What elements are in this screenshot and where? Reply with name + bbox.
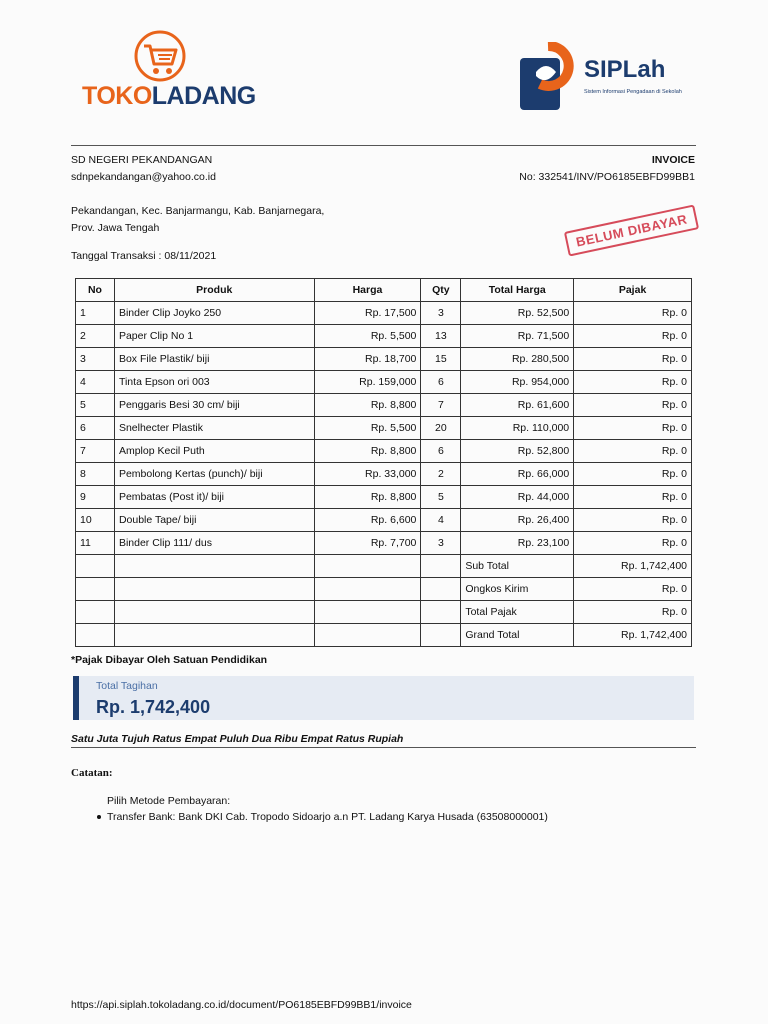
table-row [76, 486, 692, 509]
siplah-wordmark: SIPLah [584, 56, 666, 83]
table-header-row [76, 279, 692, 302]
invoice-title: INVOICE [651, 154, 695, 166]
product-name-cell: Binder Clip Joyko 250 [114, 302, 314, 325]
total-accent-bar [73, 676, 79, 720]
summary-value-cell: Rp. 0 [574, 578, 692, 601]
unit-price-cell: Rp. 8,800 [314, 440, 421, 463]
siplah-emblem-icon [518, 42, 578, 112]
quantity-cell: 15 [421, 348, 461, 371]
tax-cell: Rp. 0 [574, 394, 692, 417]
row-number-cell: 11 [76, 532, 115, 555]
empty-cell [421, 578, 461, 601]
line-total-cell: Rp. 71,500 [461, 325, 574, 348]
tax-cell: Rp. 0 [574, 440, 692, 463]
empty-cell [114, 555, 314, 578]
payment-heading: Pilih Metode Pembayaran: [107, 795, 231, 807]
empty-cell [314, 578, 421, 601]
empty-cell [114, 601, 314, 624]
table-row [76, 509, 692, 532]
quantity-cell: 5 [421, 486, 461, 509]
tax-cell: Rp. 0 [574, 417, 692, 440]
payment-method-item [97, 811, 548, 823]
items-table [75, 278, 692, 647]
column-header: Harga [314, 279, 421, 302]
tokoladang-logo [82, 30, 256, 115]
unit-price-cell: Rp. 7,700 [314, 532, 421, 555]
payment-method-text: Transfer Bank: Bank DKI Cab. Tropodo Sidoarjo a.n PT. Ladang Karya Husada (63508000001) [107, 811, 548, 823]
line-total-cell: Rp. 110,000 [461, 417, 574, 440]
column-header: Produk [114, 279, 314, 302]
table-row [76, 348, 692, 371]
quantity-cell: 3 [421, 532, 461, 555]
unit-price-cell: Rp. 159,000 [314, 371, 421, 394]
quantity-cell: 4 [421, 509, 461, 532]
line-total-cell: Rp. 44,000 [461, 486, 574, 509]
tax-cell: Rp. 0 [574, 302, 692, 325]
total-in-words: Satu Juta Tujuh Ratus Empat Puluh Dua Ribu Empat Ratus Rupiah [71, 733, 404, 745]
line-total-cell: Rp. 61,600 [461, 394, 574, 417]
tax-cell: Rp. 0 [574, 325, 692, 348]
buyer-email: sdnpekandangan@yahoo.co.id [71, 171, 216, 183]
row-number-cell: 8 [76, 463, 115, 486]
summary-row [76, 601, 692, 624]
siplah-tagline: Sistem Informasi Pengadaan di Sekolah [584, 89, 682, 95]
total-bill-box [73, 676, 694, 720]
buyer-name: SD NEGERI PEKANDANGAN [71, 154, 213, 166]
row-number-cell: 6 [76, 417, 115, 440]
product-name-cell: Tinta Epson ori 003 [114, 371, 314, 394]
row-number-cell: 7 [76, 440, 115, 463]
empty-cell [76, 624, 115, 647]
line-total-cell: Rp. 26,400 [461, 509, 574, 532]
tax-cell: Rp. 0 [574, 532, 692, 555]
column-header: Pajak [574, 279, 692, 302]
tax-note: *Pajak Dibayar Oleh Satuan Pendidikan [71, 654, 268, 666]
summary-value-cell: Rp. 1,742,400 [574, 555, 692, 578]
table-row [76, 417, 692, 440]
column-header: No [76, 279, 115, 302]
product-name-cell: Amplop Kecil Puth [114, 440, 314, 463]
tax-cell: Rp. 0 [574, 371, 692, 394]
siplah-logo [518, 42, 698, 114]
table-row [76, 532, 692, 555]
unit-price-cell: Rp. 8,800 [314, 394, 421, 417]
summary-label-cell: Total Pajak [461, 601, 574, 624]
row-number-cell: 5 [76, 394, 115, 417]
quantity-cell: 2 [421, 463, 461, 486]
summary-value-cell: Rp. 0 [574, 601, 692, 624]
tax-cell: Rp. 0 [574, 509, 692, 532]
empty-cell [76, 578, 115, 601]
empty-cell [421, 555, 461, 578]
empty-cell [314, 555, 421, 578]
unit-price-cell: Rp. 5,500 [314, 325, 421, 348]
quantity-cell: 13 [421, 325, 461, 348]
empty-cell [114, 624, 314, 647]
quantity-cell: 20 [421, 417, 461, 440]
empty-cell [421, 624, 461, 647]
buyer-address-line2: Prov. Jawa Tengah [71, 222, 160, 234]
total-amount: Rp. 1,742,400 [96, 697, 211, 717]
line-total-cell: Rp. 52,800 [461, 440, 574, 463]
product-name-cell: Double Tape/ biji [114, 509, 314, 532]
header-divider [71, 145, 696, 146]
table-row [76, 325, 692, 348]
line-total-cell: Rp. 52,500 [461, 302, 574, 325]
tokoladang-wordmark [82, 82, 256, 111]
unit-price-cell: Rp. 8,800 [314, 486, 421, 509]
notes-title: Catatan: [71, 767, 113, 779]
empty-cell [314, 601, 421, 624]
summary-label-cell: Sub Total [461, 555, 574, 578]
row-number-cell: 1 [76, 302, 115, 325]
product-name-cell: Penggaris Besi 30 cm/ biji [114, 394, 314, 417]
cart-icon [130, 30, 190, 84]
product-name-cell: Snelhecter Plastik [114, 417, 314, 440]
summary-value-cell: Rp. 1,742,400 [574, 624, 692, 647]
row-number-cell: 10 [76, 509, 115, 532]
quantity-cell: 6 [421, 371, 461, 394]
tax-cell: Rp. 0 [574, 348, 692, 371]
row-number-cell: 3 [76, 348, 115, 371]
summary-row [76, 555, 692, 578]
words-divider [71, 747, 696, 748]
empty-cell [421, 601, 461, 624]
quantity-cell: 7 [421, 394, 461, 417]
row-number-cell: 9 [76, 486, 115, 509]
table-row [76, 463, 692, 486]
bullet-icon [97, 815, 101, 819]
product-name-cell: Box File Plastik/ biji [114, 348, 314, 371]
summary-row [76, 578, 692, 601]
row-number-cell: 4 [76, 371, 115, 394]
logo-text-toko: TOKO [82, 82, 152, 110]
line-total-cell: Rp. 280,500 [461, 348, 574, 371]
column-header: Qty [421, 279, 461, 302]
summary-label-cell: Ongkos Kirim [461, 578, 574, 601]
logo-text-ladang: LADANG [151, 82, 256, 110]
empty-cell [76, 601, 115, 624]
unit-price-cell: Rp. 33,000 [314, 463, 421, 486]
line-total-cell: Rp. 66,000 [461, 463, 574, 486]
tax-cell: Rp. 0 [574, 463, 692, 486]
unit-price-cell: Rp. 6,600 [314, 509, 421, 532]
table-row [76, 394, 692, 417]
summary-row [76, 624, 692, 647]
unit-price-cell: Rp. 18,700 [314, 348, 421, 371]
summary-label-cell: Grand Total [461, 624, 574, 647]
transaction-date: Tanggal Transaksi : 08/11/2021 [71, 250, 217, 262]
unpaid-stamp: BELUM DIBAYAR [564, 204, 699, 256]
table-row [76, 302, 692, 325]
unit-price-cell: Rp. 5,500 [314, 417, 421, 440]
column-header: Total Harga [461, 279, 574, 302]
product-name-cell: Pembolong Kertas (punch)/ biji [114, 463, 314, 486]
line-total-cell: Rp. 954,000 [461, 371, 574, 394]
empty-cell [76, 555, 115, 578]
table-row [76, 440, 692, 463]
quantity-cell: 6 [421, 440, 461, 463]
empty-cell [314, 624, 421, 647]
invoice-number: No: 332541/INV/PO6185EBFD99BB1 [519, 171, 695, 183]
quantity-cell: 3 [421, 302, 461, 325]
product-name-cell: Pembatas (Post it)/ biji [114, 486, 314, 509]
empty-cell [114, 578, 314, 601]
buyer-address-line1: Pekandangan, Kec. Banjarmangu, Kab. Banjarnegara, [71, 205, 325, 217]
unit-price-cell: Rp. 17,500 [314, 302, 421, 325]
row-number-cell: 2 [76, 325, 115, 348]
footer-url[interactable]: https://api.siplah.tokoladang.co.id/document/PO6185EBFD99BB1/invoice [71, 999, 412, 1011]
table-row [76, 371, 692, 394]
tax-cell: Rp. 0 [574, 486, 692, 509]
line-total-cell: Rp. 23,100 [461, 532, 574, 555]
total-label: Total Tagihan [96, 680, 158, 692]
product-name-cell: Paper Clip No 1 [114, 325, 314, 348]
product-name-cell: Binder Clip 111/ dus [114, 532, 314, 555]
